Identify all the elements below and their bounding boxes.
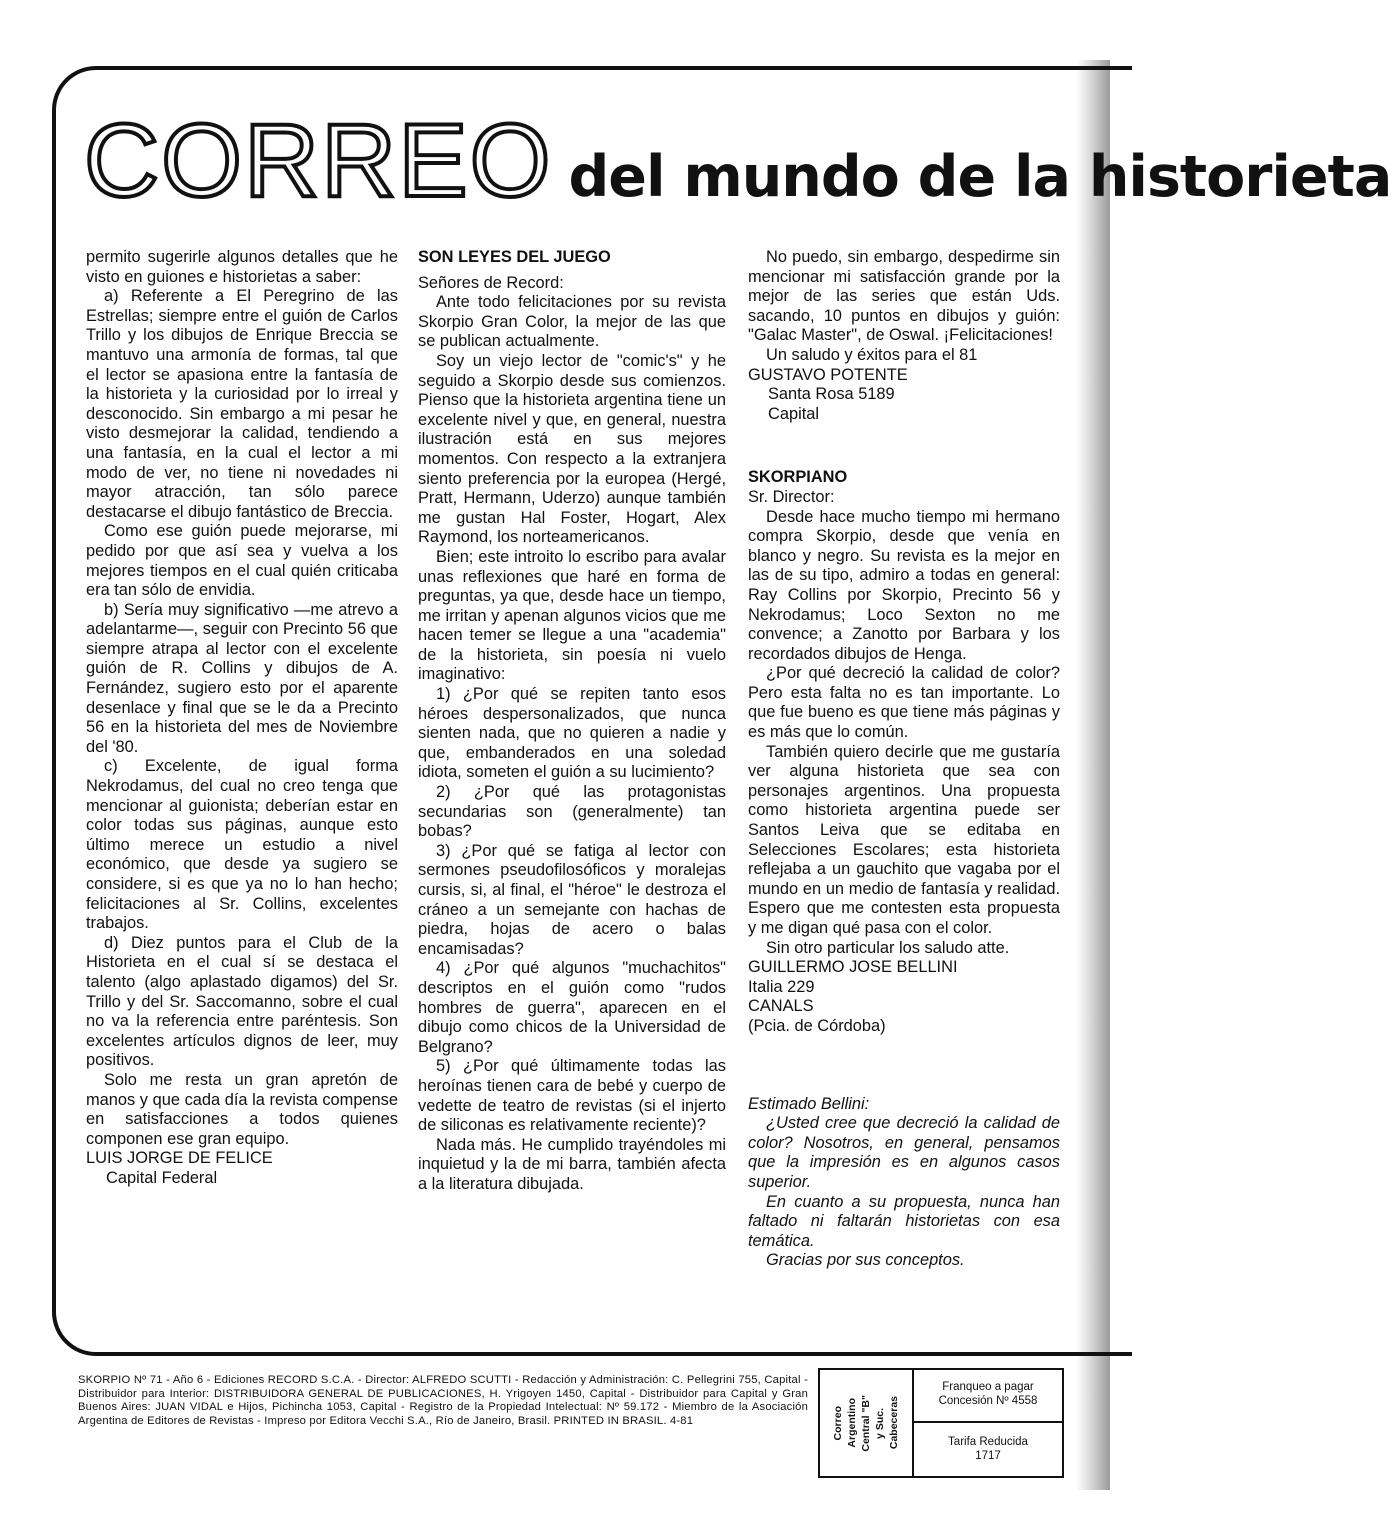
imprint-text: SKORPIO Nº 71 - Año 6 - Ediciones RECORD S.C.A. - Director: ALFREDO SCUTTI - Redacción y Administración: C. Pellegrini 755, Capital - Distribuidor para Interior: DISTRIBUIDORA GENERAL DE PUBLICACIONES, H. Yrigoyen 1450, Capital - Distribuidor para Capital y Gran Buenos Aires: JUAN VIDAL e Hijos, Pichincha 1053, Capital - Registro de la Propiedad Intelectual: Nº 59.172 - Miembro de la Asociación Argentina de Editores de Revistas - Impreso por Editora Vecchi S.A., Río de Janeiro, Brasil. PRINTED IN BRASIL. 4-81 (78, 1374, 808, 1427)
letter-address: (Pcia. de Córdoba) (748, 1016, 886, 1035)
letter-place: Capital Federal (106, 1168, 218, 1187)
reply-paragraph: En cuanto a su propuesta, nunca han faltado ni faltarán historietas con esa temática. (748, 1192, 1060, 1250)
paragraph: Un saludo y éxitos para el 81 (766, 345, 978, 364)
question: 1) ¿Por qué se repiten tanto esos héroes despersonalizados, que nunca sienten nada, que no quieren a nadie y que, embanderados en una soledad idiota, someten el guión a su lucimiento? (418, 685, 726, 782)
paragraph: d) Diez puntos para el Club de la Historieta en el cual sí se destaca el talento (algo aplastado digamos) del Sr. Trillo y del Sr. Saccomanno, sobre el cual no va la referencia entre paréntesis. Son excelentes artículos dignos de leer, muy positivos. (86, 933, 398, 1070)
column-3 (748, 248, 1060, 1271)
paragraph: ¿Por qué decreció la calidad de color? Pero esta falta no es tan importante. Lo que fue bueno es que tiene más páginas y es más que lo común. (748, 664, 1060, 742)
title-correo: CORREO (84, 103, 553, 219)
question: 2) ¿Por qué las protagonistas secundarias son (generalmente) tan bobas? (418, 783, 726, 841)
question: 4) ¿Por qué algunos "muchachitos" descriptos en el guión como "rudos hombres de guerra", aparecen en el dibujo como chicos de la Universidad de Belgrano? (418, 959, 726, 1056)
letter-salutation: Señores de Record: (418, 273, 564, 292)
reply-paragraph: ¿Usted cree que decreció la calidad de color? Nosotros, en general, pensamos que la impresión es en algunos casos superior. (748, 1114, 1060, 1191)
tarifa-box: Tarifa Reducida 1717 (948, 1436, 1028, 1462)
letter-signature: GUSTAVO POTENTE (748, 365, 908, 384)
reply-paragraph: Gracias por sus conceptos. (766, 1251, 965, 1270)
franqueo-box: Franqueo a pagar Concesión Nº 4558 (914, 1370, 1062, 1423)
letter-heading: SON LEYES DEL JUEGO (418, 248, 611, 266)
paragraph: a) Referente a El Peregrino de las Estrellas; siempre entre el guión de Carlos Trillo y los dibujos de Enrique Breccia se mantuvo una armonía de formas, tal que el lector se apasiona entre la fantasía de la historieta y la curiosidad por lo irreal y desconocido. Sin embargo a mi pesar he visto desmejorar la calidad, tendiendo a una fantasía, en la cual el lector a mi modo de ver, no tiene ni novedades ni mayor atracción, tan sólo parece destacarse el dibujo fantástico de Breccia. (86, 287, 398, 521)
column-1 (86, 248, 398, 1189)
postal-boxes (818, 1368, 1064, 1478)
paragraph: b) Sería muy significativo —me atrevo a adelantarme—, seguir con Precinto 56 que siempre atrapa al lector con el excelente guión de R. Collins y dibujos de A. Fernández, sugiero esto por el aparente desenlace y final que se le da a Precinto 56 en la historieta del mes de Noviembre del '80. (86, 600, 398, 756)
paragraph: También quiero decirle que me gustaría ver alguna historieta que sea con personajes argentinos. Una propuesta como historieta argentina puede ser Santos Leiva que se editaba en Selecciones Escolares; esta historieta reflejaba a un gauchito que vagaba por el mundo en un medio de fantasía y realidad. Espero que me contesten esta propuesta y me digan qué pasa con el color. (748, 742, 1060, 937)
paragraph: c) Excelente, de igual forma Nekrodamus, del cual no creo tenga que mencionar al guionista; deberían estar en color todas sus páginas, aunque esto último merece un estudio a nivel económico, que desde ya sugiero se considere, si es que ya no lo han hecho; felicitaciones al Sr. Collins, excelentes trabajos. (86, 757, 398, 933)
letter-address: Italia 229 (748, 977, 815, 996)
letter-salutation: Sr. Director: (748, 487, 835, 506)
paragraph: Como ese guión puede mejorarse, mi pedido por que así sea y vuelva a los mejores tiempos en el cual quién criticaba era tan sólo de envidia. (86, 522, 398, 600)
paragraph: permito sugerirle algunos detalles que he visto en guiones e historietas a saber: (86, 248, 398, 286)
paragraph: Nada más. He cumplido trayéndoles mi inquietud y la de mi barra, también afecta a la literatura dibujada. (418, 1135, 726, 1193)
letter-signature: LUIS JORGE DE FELICE (86, 1149, 273, 1168)
column-2 (418, 248, 726, 1195)
paragraph: No puedo, sin embargo, despedirme sin mencionar mi satisfacción grande por la mejor de las series que están Uds. sacando, 10 puntos en dibujos y guión: "Galac Master", de Oswal. ¡Felicitaciones! (748, 248, 1060, 345)
paragraph: Soy un viejo lector de "comic's" y he seguido a Skorpio desde sus comienzos. Pienso que la historieta argentina tiene un excelente nivel y que, en general, nuestra ilustración está en sus mejores momentos. Con respecto a la extranjera siento preferencia por la europea (Hergé, Pratt, Hermann, Uderzo) aunque también me gustan Hal Foster, Hogart, Alex Raymond, los norteamericanos. (418, 351, 726, 547)
paragraph: Sin otro particular los saludo atte. (766, 938, 1010, 957)
page-title (84, 102, 1391, 221)
title-subtitle: del mundo de la historieta (568, 144, 1391, 210)
paragraph: Desde hace mucho tiempo mi hermano compra Skorpio, desde que venía en blanco y negro. Su revista es la mejor en las de su tipo, admiro a todas en general: Ray Collins por Skorpio, Precinto 56 y Nekrodamus; Loco Sexton no me convence; a Zanotto por Barbara y los recordados dibujos de Henga. (748, 507, 1060, 663)
paragraph: Bien; este introito lo escribo para avalar unas reflexiones que haré en forma de preguntas, ya que, desde hace un tiempo, me irritan y apenan algunos vicios que me hacen temer se llegue a una "academia" de la historieta, sin poesía ni vuelo imaginativo: (418, 547, 726, 684)
editor-reply (748, 1095, 1060, 1271)
letter-address: Santa Rosa 5189 (768, 385, 895, 404)
letter-heading: SKORPIANO (748, 468, 848, 487)
question: 5) ¿Por qué últimamente todas las heroínas tienen cara de bebé y cuerpo de vedette de teatro de revistas (si el injerto de siliconas es relativamente reciente)? (418, 1057, 726, 1135)
reply-salutation: Estimado Bellini: (748, 1094, 870, 1113)
question: 3) ¿Por qué se fatiga al lector con sermones pseudofilosóficos y moralejas cursis, si, al final, el "héroe" le destroza el cráneo a un semejante con hachas de piedra, hojas de acero o balas encamisadas? (418, 841, 726, 958)
paragraph: Ante todo felicitaciones por su revista Skorpio Gran Color, la mejor de las que se publican actualmente. (418, 293, 726, 351)
letter-address: CANALS (748, 997, 814, 1016)
letter-address: Capital (768, 404, 820, 423)
paragraph: Solo me resta un gran apretón de manos y que cada día la revista compense en satisfacciones a todos quienes componen ese gran equipo. (86, 1070, 398, 1148)
letter-signature: GUILLERMO JOSE BELLINI (748, 958, 958, 977)
correo-box: Correo Argentino Central "B" y Suc. Cabeceras (820, 1370, 914, 1476)
